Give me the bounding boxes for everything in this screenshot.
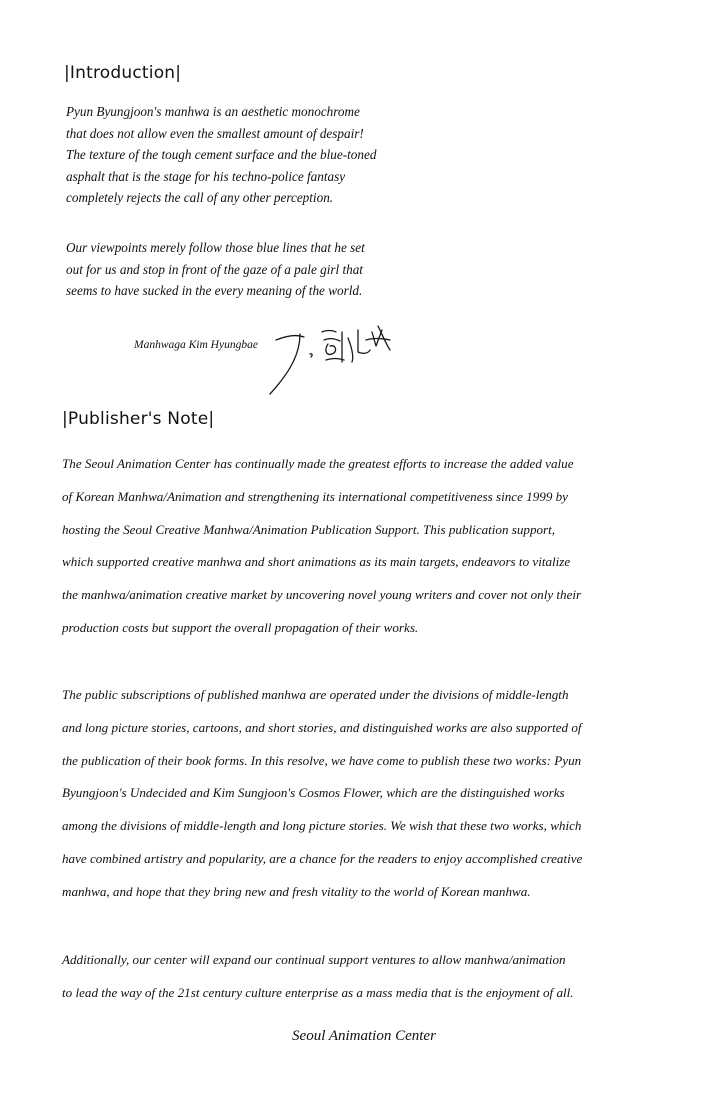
text-line: Our viewpoints merely follow those blue lines that he set <box>66 240 365 255</box>
publishers-note-paragraph-3 <box>62 944 674 1010</box>
text-line: manhwa, and hope that they bring new and fresh vitality to the world of Korean manhwa. <box>62 883 531 899</box>
text-line: Pyun Byungjoon's manhwa is an aesthetic monochrome <box>66 104 360 119</box>
text-line: of Korean Manhwa/Animation and strengthening its international competitiveness since 1999 by <box>62 488 568 504</box>
text-line: Byungjoon's Undecided and Kim Sungjoon's Cosmos Flower, which are the distinguished works <box>62 785 565 801</box>
text-line: seems to have sucked in the every meaning of the world. <box>66 283 363 299</box>
publishers-note-paragraph-2 <box>62 679 674 909</box>
text-line: and long picture stories, cartoons, and short stories, and distinguished works are also supported of <box>62 719 582 735</box>
text-line: Additionally, our center will expand our continual support ventures to allow manhwa/animation <box>62 952 566 967</box>
publishers-note-heading: |Publisher's Note| <box>62 409 215 429</box>
text-line: hosting the Seoul Creative Manhwa/Animation Publication Support. This publication support, <box>62 521 556 537</box>
text-line: The public subscriptions of published manhwa are operated under the divisions of middle-length <box>62 687 569 702</box>
text-line: production costs but support the overall propagation of their works. <box>62 619 419 635</box>
introduction-heading: |Introduction| <box>64 63 182 83</box>
introduction-paragraph-2 <box>66 237 466 302</box>
text-line: which supported creative manhwa and short animations as its main targets, endeavors to vitalize <box>62 554 571 570</box>
publishers-note-paragraph-1 <box>62 448 674 645</box>
text-line: the manhwa/animation creative market by uncovering novel young writers and cover not only their <box>62 587 582 603</box>
text-line: The Seoul Animation Center has continually made the greatest efforts to increase the added value <box>62 456 574 471</box>
handwritten-signature <box>266 318 398 398</box>
text-line: to lead the way of the 21st century culture enterprise as a mass media that is the enjoyment of all. <box>62 984 574 1000</box>
text-line: completely rejects the call of any other perception. <box>66 190 334 206</box>
text-line: among the divisions of middle-length and long picture stories. We wish that these two works, which <box>62 818 582 834</box>
text-line: that does not allow even the smallest amount of despair! <box>66 125 364 141</box>
text-line: out for us and stop in front of the gaze of a pale girl that <box>66 261 363 277</box>
text-line: asphalt that is the stage for his techno-police fantasy <box>66 168 346 184</box>
text-line: The texture of the tough cement surface and the blue-toned <box>66 147 377 163</box>
text-line: have combined artistry and popularity, are a chance for the readers to enjoy accomplished creative <box>62 850 583 866</box>
author-byline: Manhwaga Kim Hyungbae <box>134 339 258 351</box>
closing-signature: Seoul Animation Center <box>292 1028 436 1044</box>
text-line: the publication of their book forms. In this resolve, we have come to publish these two works: Pyun <box>62 752 582 768</box>
introduction-paragraph-1 <box>66 101 466 209</box>
